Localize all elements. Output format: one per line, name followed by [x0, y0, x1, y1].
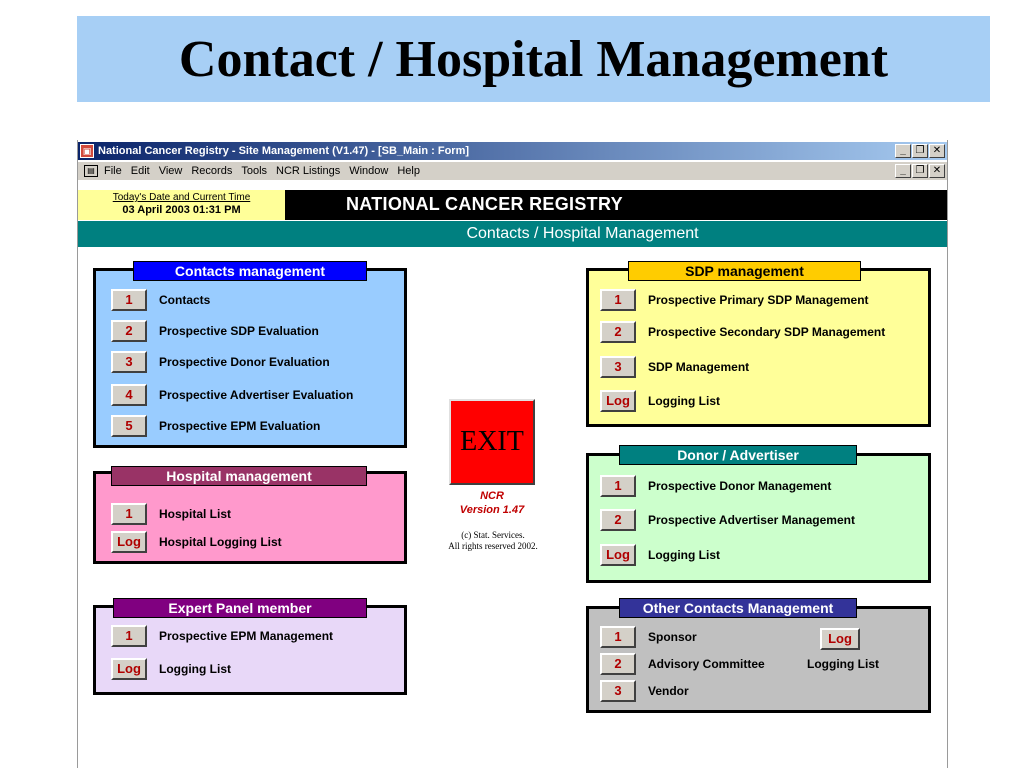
form-icon[interactable]: ▤: [84, 165, 98, 177]
contacts-label-4: Prospective Advertiser Evaluation: [159, 388, 354, 402]
contacts-button-4[interactable]: 4: [111, 384, 147, 406]
donor-row-2: [600, 509, 855, 531]
child-restore-button[interactable]: ❐: [912, 164, 928, 178]
date-time-box: [78, 190, 285, 220]
expert-panel-title: Expert Panel member: [113, 598, 367, 618]
expert-label-1: Prospective EPM Management: [159, 629, 334, 643]
other-label-1: Sponsor: [648, 630, 697, 644]
form-subtitle: Contacts / Hospital Management: [78, 221, 947, 247]
hospital-label-1: Hospital List: [159, 507, 232, 521]
other-row-2: [600, 653, 765, 675]
menu-ncr-listings[interactable]: NCR Listings: [276, 165, 341, 177]
menu-tools[interactable]: Tools: [241, 165, 268, 177]
copyright-line-1: (c) Stat. Services.: [461, 530, 525, 540]
sdp-row-3: [600, 356, 749, 378]
other-button-2[interactable]: 2: [600, 653, 636, 675]
contacts-label-5: Prospective EPM Evaluation: [159, 419, 321, 433]
other-button-1[interactable]: 1: [600, 626, 636, 648]
sdp-button-1[interactable]: 1: [600, 289, 636, 311]
menu-file[interactable]: File: [104, 165, 122, 177]
other-log-label: Logging List: [807, 657, 879, 671]
other-row-3: [600, 680, 689, 702]
contacts-button-3[interactable]: 3: [111, 351, 147, 373]
contacts-row-5: [111, 415, 320, 437]
sdp-row-1: [600, 289, 869, 311]
contacts-label-2: Prospective SDP Evaluation: [159, 324, 319, 338]
sdp-row-2: [600, 321, 885, 343]
donor-label-2: Prospective Advertiser Management: [648, 513, 855, 527]
contacts-button-5[interactable]: 5: [111, 415, 147, 437]
other-button-3[interactable]: 3: [600, 680, 636, 702]
donor-row-3: [600, 544, 720, 566]
titlebar-buttons: [895, 144, 945, 158]
sdp-log-button[interactable]: Log: [600, 390, 636, 412]
registry-title: NATIONAL CANCER REGISTRY: [346, 194, 623, 214]
other-row-1: [600, 626, 697, 648]
sdp-button-3[interactable]: 3: [600, 356, 636, 378]
copyright-line-2: All rights reserved 2002.: [448, 541, 538, 551]
other-log-button[interactable]: Log: [820, 628, 860, 650]
contacts-row-3: [111, 351, 330, 373]
menu-window[interactable]: Window: [349, 165, 389, 177]
contacts-row-2: [111, 320, 319, 342]
hospital-log-button[interactable]: Log: [111, 531, 147, 553]
donor-label-3: Logging List: [648, 548, 720, 562]
expert-row-1: [111, 625, 333, 647]
sdp-label-3: SDP Management: [648, 360, 750, 374]
expert-panel: [93, 605, 407, 695]
contacts-panel-title: Contacts management: [133, 261, 367, 281]
sdp-label-1: Prospective Primary SDP Management: [648, 293, 869, 307]
minimize-button[interactable]: _: [895, 144, 911, 158]
donor-row-1: [600, 475, 831, 497]
contacts-label-3: Prospective Donor Evaluation: [159, 355, 330, 369]
child-minimize-button[interactable]: _: [895, 164, 911, 178]
hospital-button-1[interactable]: 1: [111, 503, 147, 525]
window-titlebar[interactable]: [78, 142, 947, 160]
window-title: National Cancer Registry - Site Management (V1.47) - [SB_Main : Form]: [98, 145, 470, 157]
version-number: Version 1.47: [459, 504, 525, 516]
access-window: [77, 140, 948, 768]
donor-log-button[interactable]: Log: [600, 544, 636, 566]
version-name: NCR: [480, 490, 504, 502]
contacts-label-1: Contacts: [159, 293, 211, 307]
other-label-3: Vendor: [648, 684, 689, 698]
child-window-buttons: [895, 164, 945, 178]
hospital-row-1: [111, 503, 231, 525]
contacts-button-1[interactable]: 1: [111, 289, 147, 311]
date-label: Today's Date and Current Time: [112, 192, 251, 203]
menu-records[interactable]: Records: [191, 165, 233, 177]
close-button[interactable]: ✕: [929, 144, 945, 158]
sdp-button-2[interactable]: 2: [600, 321, 636, 343]
expert-label-2: Logging List: [159, 662, 231, 676]
date-value: 03 April 2003 01:31 PM: [122, 204, 241, 216]
expert-row-2: [111, 658, 231, 680]
menu-edit[interactable]: Edit: [130, 165, 150, 177]
sdp-panel-title: SDP management: [628, 261, 861, 281]
contacts-row-1: [111, 289, 210, 311]
sdp-label-2: Prospective Secondary SDP Management: [648, 325, 886, 339]
contacts-button-2[interactable]: 2: [111, 320, 147, 342]
sdp-label-4: Logging List: [648, 394, 720, 408]
expert-log-button[interactable]: Log: [111, 658, 147, 680]
donor-panel-title: Donor / Advertiser: [619, 445, 857, 465]
hospital-label-2: Hospital Logging List: [159, 535, 282, 549]
app-icon: ▣: [80, 144, 94, 158]
contacts-row-4: [111, 384, 353, 406]
menu-view[interactable]: View: [158, 165, 183, 177]
donor-label-1: Prospective Donor Management: [648, 479, 832, 493]
expert-button-1[interactable]: 1: [111, 625, 147, 647]
donor-button-1[interactable]: 1: [600, 475, 636, 497]
restore-button[interactable]: ❐: [912, 144, 928, 158]
other-label-2: Advisory Committee: [648, 657, 765, 671]
slide-title: Contact / Hospital Management: [77, 16, 990, 102]
donor-button-2[interactable]: 2: [600, 509, 636, 531]
menu-bar: [78, 162, 947, 180]
form-header: [78, 190, 947, 220]
menu-help[interactable]: Help: [397, 165, 420, 177]
other-panel-title: Other Contacts Management: [619, 598, 857, 618]
sdp-row-4: [600, 390, 720, 412]
exit-button[interactable]: EXIT: [449, 399, 535, 485]
hospital-panel-title: Hospital management: [111, 466, 367, 486]
hospital-row-2: [111, 531, 282, 553]
child-close-button[interactable]: ✕: [929, 164, 945, 178]
